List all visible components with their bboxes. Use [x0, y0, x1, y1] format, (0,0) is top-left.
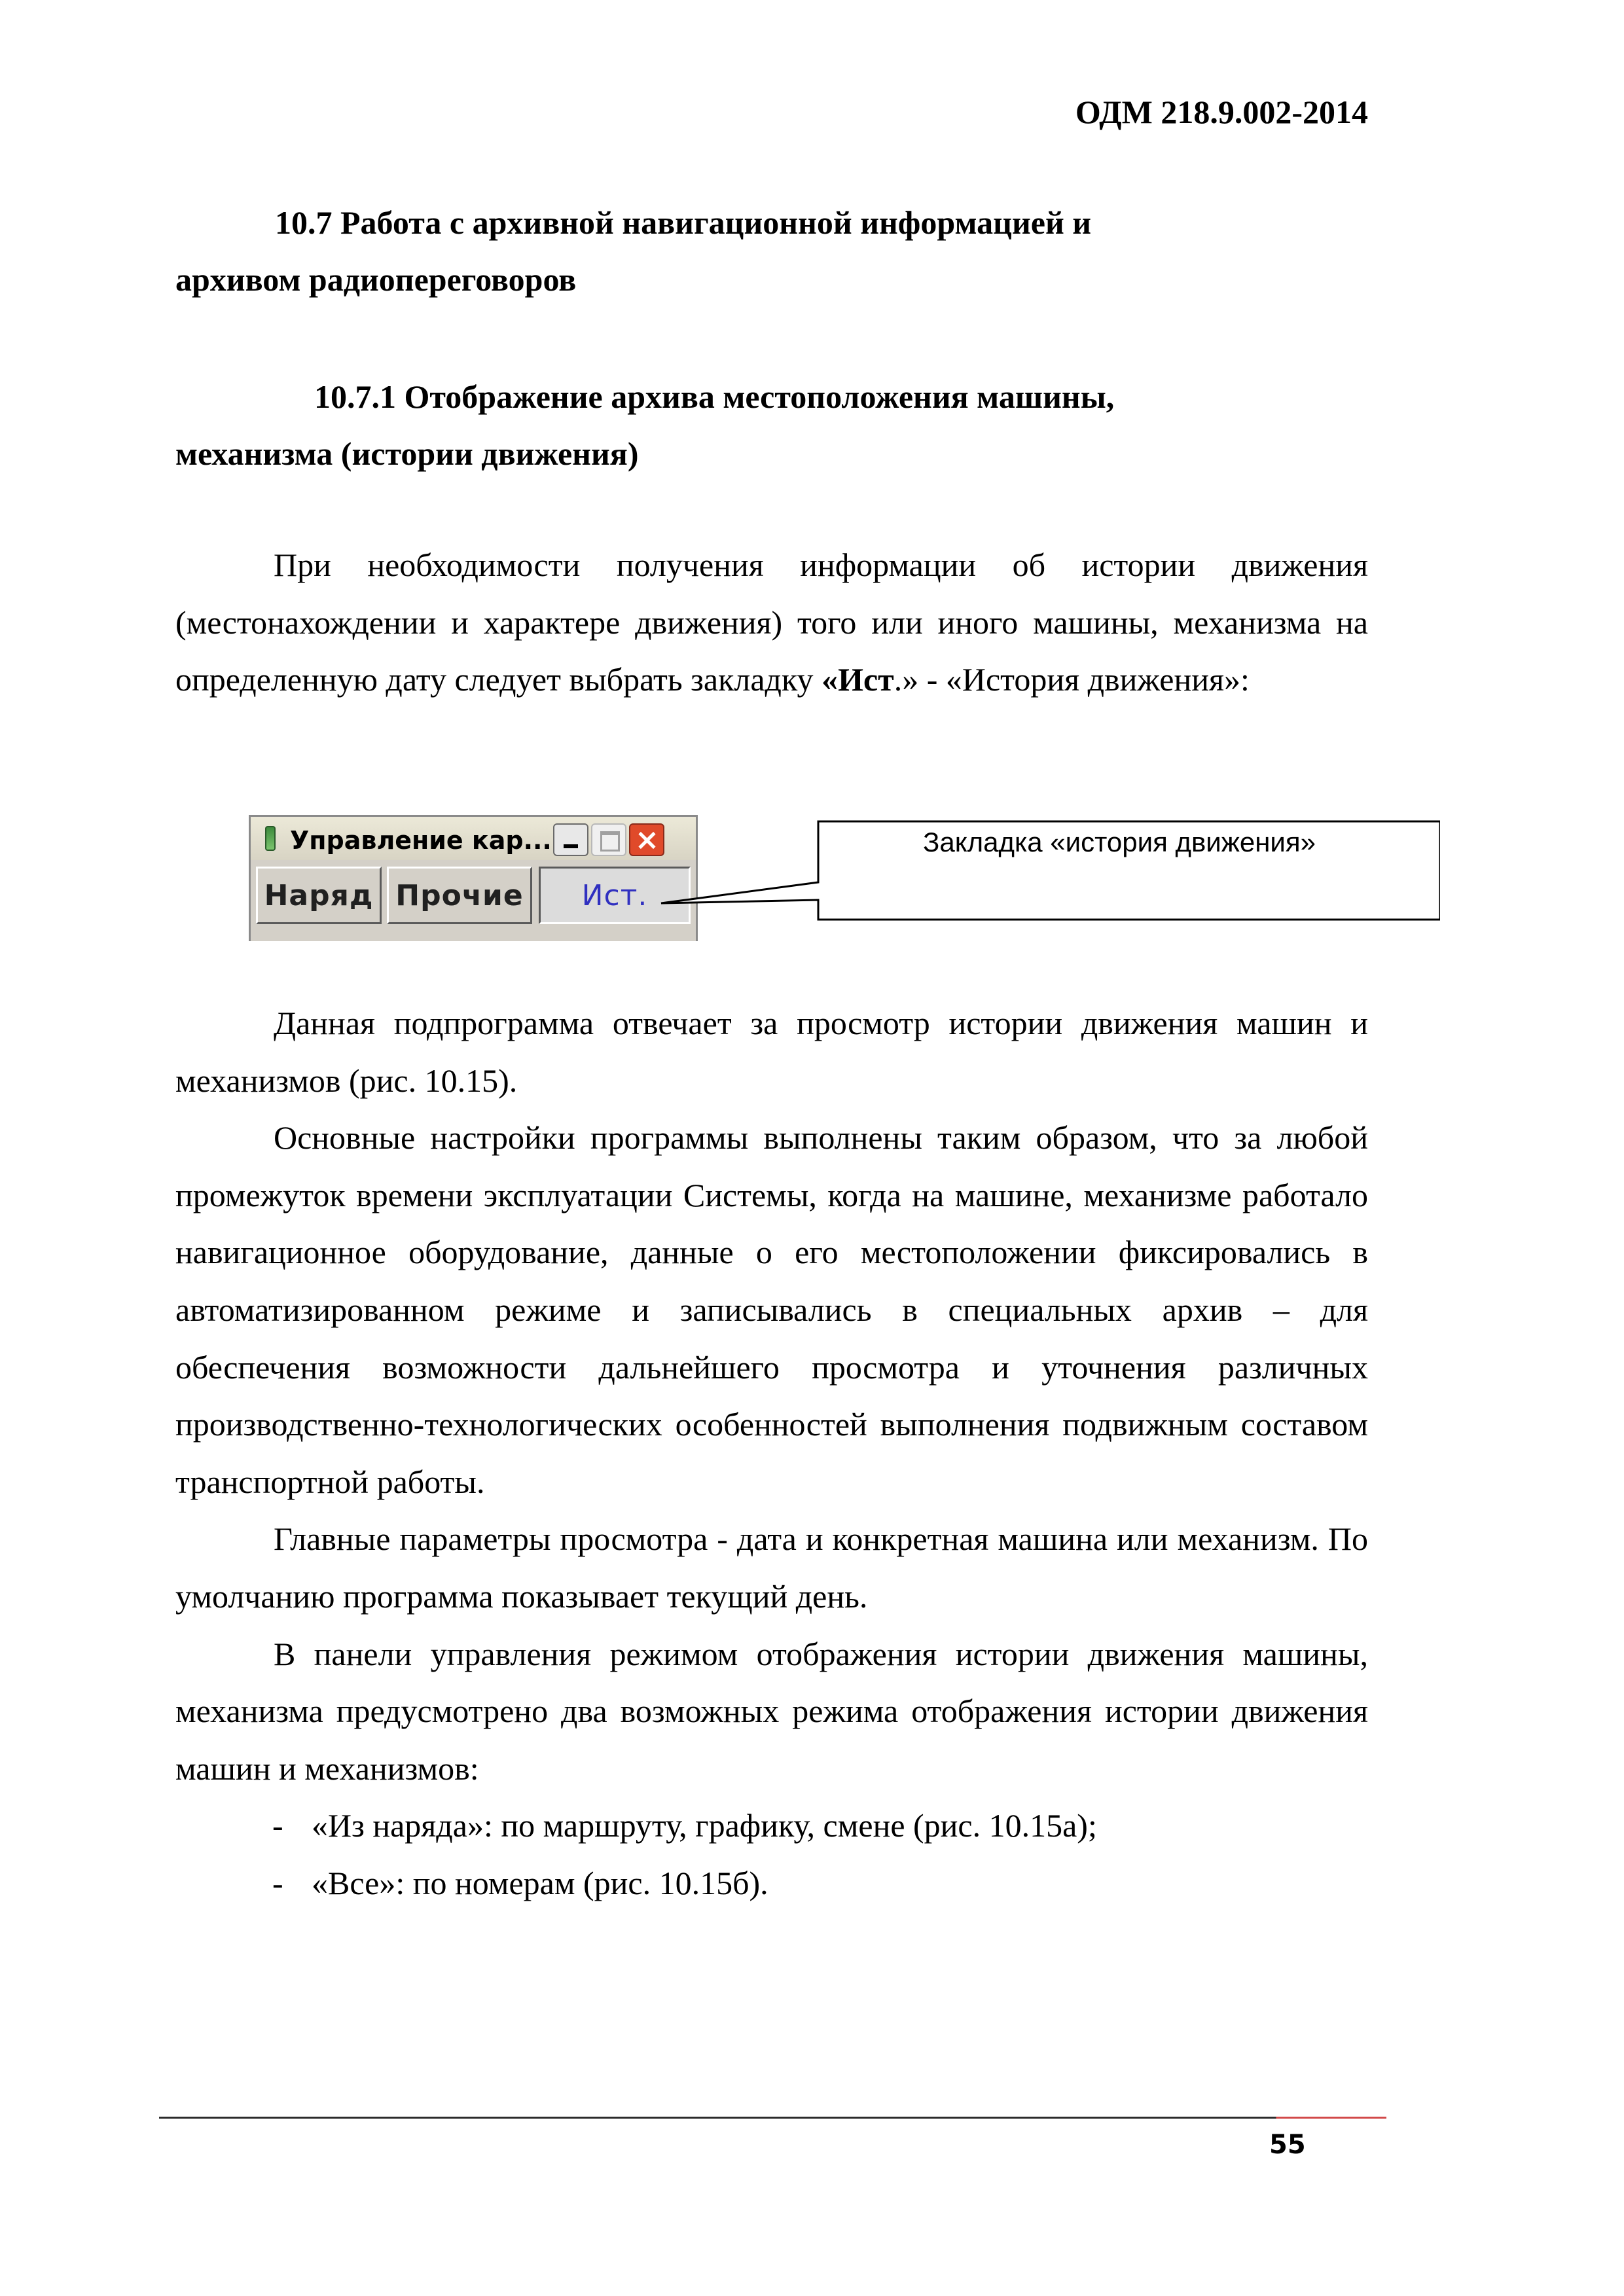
- section-title-line1: Работа с архивной навигационной информацией и: [340, 204, 1092, 241]
- tab-history[interactable]: Ист.: [539, 867, 691, 924]
- list-item-text: «Из наряда»: по маршруту, графику, смене (рис. 10.15а);: [312, 1807, 1097, 1844]
- list-item: [175, 1855, 1368, 1912]
- callout-label: Закладка «история движения»: [923, 827, 1316, 857]
- section-title-line2: архивом радиопереговоров: [175, 261, 577, 298]
- minimize-icon[interactable]: [553, 823, 588, 856]
- page-number: 55: [1269, 2130, 1306, 2160]
- section-number: 10.7: [275, 204, 333, 241]
- list-dash: -: [272, 1864, 283, 1901]
- intro-block: [175, 537, 1368, 709]
- intro-text-part2: .» - «История движения»:: [893, 661, 1250, 698]
- paragraph-parameters: Главные параметры просмотра - дата и конкретная машина или механизм. По умолчанию программа показывает текущий день.: [175, 1520, 1368, 1615]
- window-tabs: [256, 867, 696, 932]
- list-item: [175, 1797, 1368, 1855]
- window-titlebar: [251, 817, 696, 860]
- subsection-number: 10.7.1: [314, 378, 396, 415]
- callout-box: [641, 805, 1440, 923]
- tab-order[interactable]: Наряд: [256, 867, 382, 924]
- subsection-title-line1: Отображение архива местоположения машины,: [404, 378, 1115, 415]
- main-text: [175, 995, 1368, 1912]
- list-dash: -: [272, 1807, 283, 1844]
- tab-other[interactable]: Прочие: [387, 867, 532, 924]
- intro-paragraph: [175, 537, 1368, 709]
- paragraph-purpose: Данная подпрограмма отвечает за просмотр истории движения машин и механизмов (рис. 10.15).: [175, 1005, 1368, 1099]
- list-item-text: «Все»: по номерам (рис. 10.15б).: [312, 1864, 768, 1901]
- window-title: Управление кар...: [290, 826, 552, 855]
- app-icon: [265, 826, 276, 851]
- paragraph-modes-intro: В панели управления режимом отображения истории движения машины, механизма предусмотрено два возможных режима отображения истории движения машин и механизмов:: [175, 1635, 1368, 1787]
- paragraph-settings: Основные настройки программы выполнены таким образом, что за любой промежуток времени эксплуатации Системы, когда на машине, механизме работало навигационное оборудование, данные о его местоположении фиксировались в автоматизированном режиме и записывались в специальных архив – для обеспечения возможности дальнейшего просмотра и уточнения различных производственно-технологических особенностей выполнения подвижным составом транспортной работы.: [175, 1119, 1368, 1500]
- maximize-icon[interactable]: [591, 823, 626, 856]
- window-screenshot: [249, 815, 698, 941]
- footer-divider: [159, 2117, 1386, 2119]
- subsection-title-line2: механизма (истории движения): [175, 435, 639, 472]
- section-10-7-heading: [175, 194, 1368, 308]
- intro-text-part1: При необходимости получения информации об истории движения (местонахождении и характере движения) того или иного машины, механизма на определенную дату следует выбрать закладку: [175, 547, 1368, 698]
- modes-list: [175, 1797, 1368, 1912]
- intro-bold-tab: «Ист: [821, 661, 894, 698]
- section-10-7-1-heading: [175, 368, 1368, 482]
- document-code: ОДМ 218.9.002-2014: [1075, 94, 1368, 130]
